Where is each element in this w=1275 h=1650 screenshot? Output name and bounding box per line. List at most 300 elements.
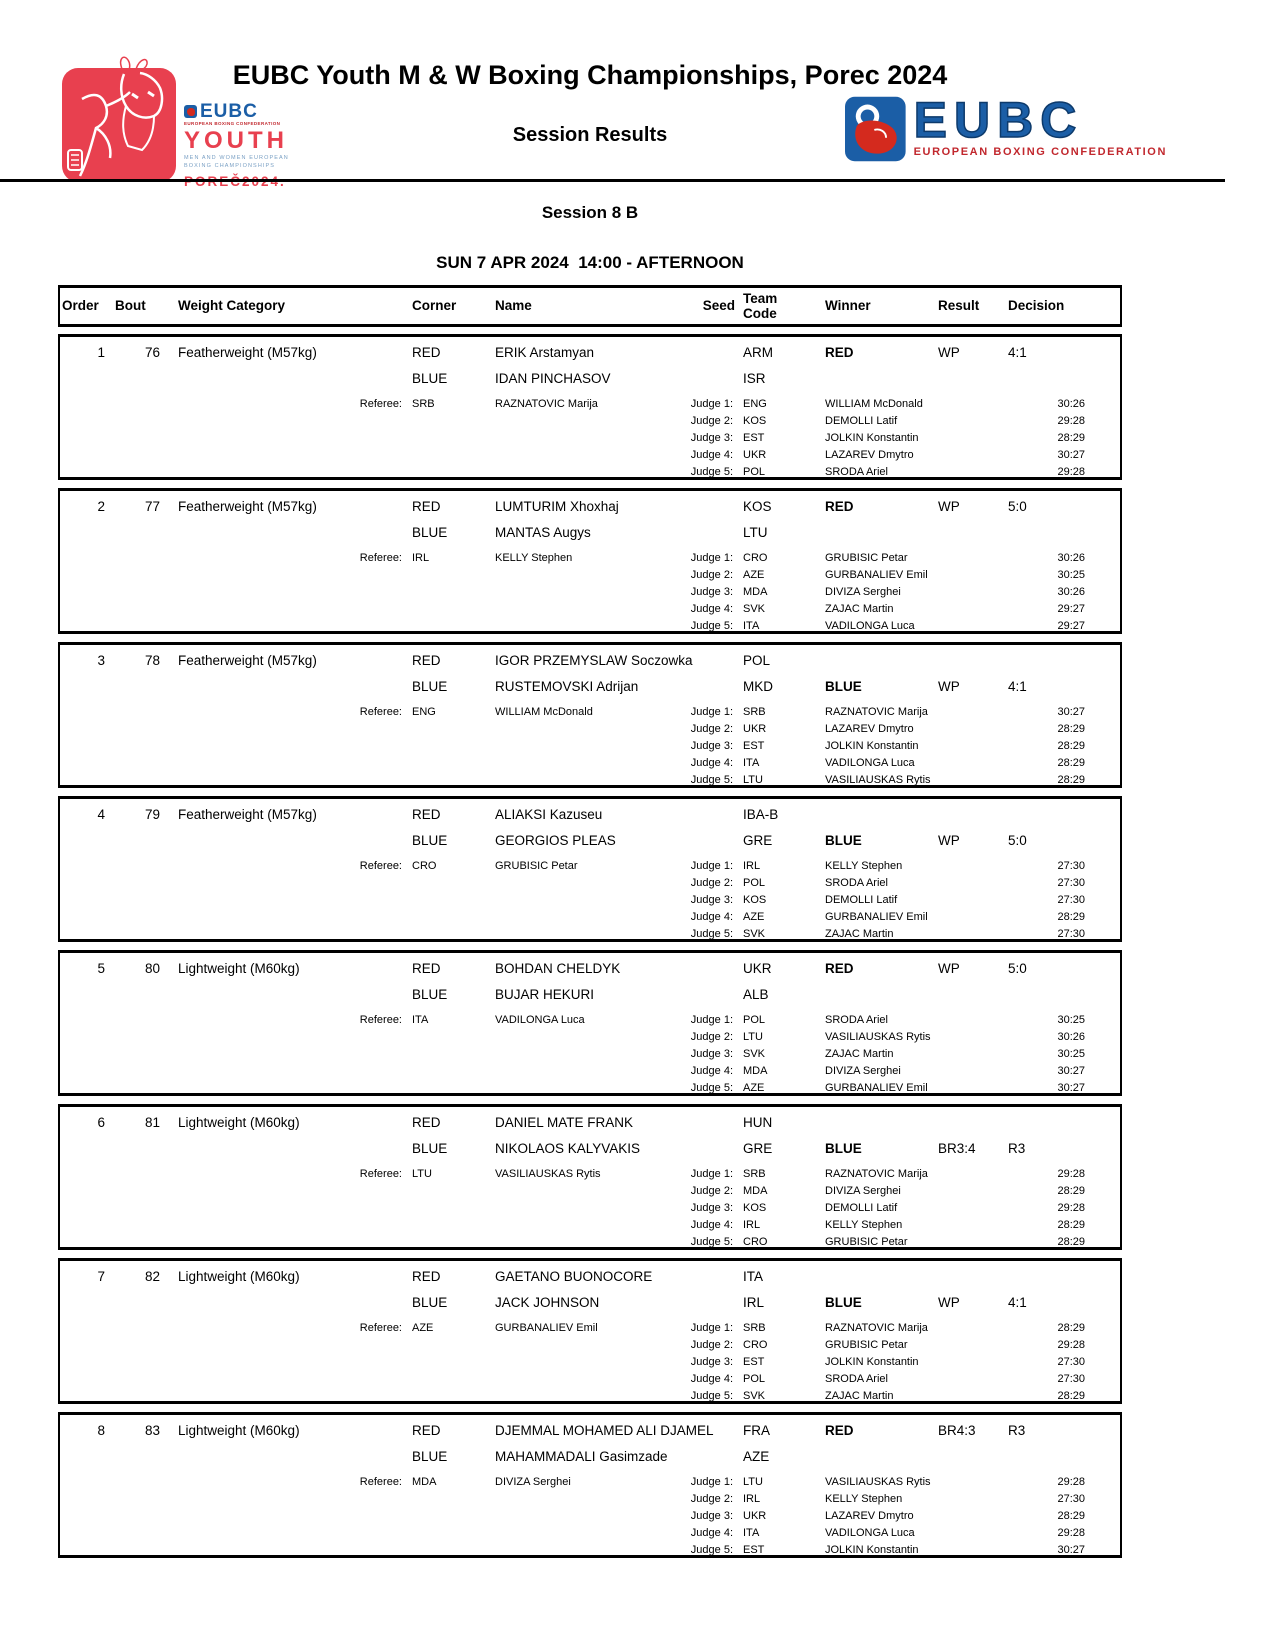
judge1-name: GRUBISIC Petar	[825, 552, 908, 564]
judge3-score: 30:25	[1057, 1048, 1085, 1060]
judge3-name: JOLKIN Konstantin	[825, 740, 919, 752]
judge2-name: SRODA Ariel	[825, 877, 888, 889]
judge1-name: RAZNATOVIC Marija	[825, 1322, 928, 1334]
bout-weight-category: Lightweight (M60kg)	[178, 1269, 300, 1284]
judge3-team: EST	[743, 432, 765, 444]
blue-result: WP	[938, 833, 960, 848]
judge1-team: POL	[743, 1014, 766, 1026]
judge5-score: 30:27	[1057, 1544, 1085, 1556]
left-logo-small-line2: BOXING CHAMPIONSHIPS	[184, 163, 276, 169]
judge1-team: SRB	[743, 1168, 766, 1180]
bout-order-number: 6	[97, 1115, 105, 1130]
blue-winner: BLUE	[825, 833, 862, 848]
judge5-score: 28:29	[1057, 1236, 1085, 1248]
judge1-label: Judge 1:	[690, 552, 733, 564]
blue-corner-label: BLUE	[412, 1295, 448, 1310]
judge3-name: DIVIZA Serghei	[825, 586, 901, 598]
judge5-name: ZAJAC Martin	[825, 928, 894, 940]
red-boxer-name: ERIK Arstamyan	[495, 345, 595, 360]
judge4-score: 29:27	[1057, 603, 1085, 615]
judge3-score: 29:28	[1057, 1202, 1085, 1214]
bout-box	[58, 796, 1122, 942]
judge3-team: EST	[743, 1356, 765, 1368]
bout-order-number: 8	[97, 1423, 105, 1438]
judge2-label: Judge 2:	[690, 1339, 733, 1351]
judge3-score: 28:29	[1057, 432, 1085, 444]
judge2-name: LAZAREV Dmytro	[825, 723, 914, 735]
col-winner: Winner	[825, 298, 871, 313]
judge5-team: POL	[743, 466, 766, 478]
blue-corner-label: BLUE	[412, 371, 448, 386]
blue-boxer-name: MAHAMMADALI Gasimzade	[495, 1449, 668, 1464]
judge2-team: IRL	[743, 1493, 761, 1505]
judge4-team: IRL	[743, 1219, 761, 1231]
judge4-team: SVK	[743, 603, 766, 615]
referee-label: Referee:	[359, 1322, 402, 1334]
small-glove-icon	[184, 105, 197, 118]
judge3-label: Judge 3:	[690, 1510, 733, 1522]
referee-team: ENG	[412, 706, 436, 718]
judge5-label: Judge 5:	[690, 928, 733, 940]
referee-label: Referee:	[359, 706, 402, 718]
judge4-score: 28:29	[1057, 757, 1085, 769]
judge4-label: Judge 4:	[690, 449, 733, 461]
bout-weight-category: Lightweight (M60kg)	[178, 961, 300, 976]
judge2-name: DEMOLLI Latif	[825, 415, 898, 427]
judge4-label: Judge 4:	[690, 1527, 733, 1539]
judge2-team: UKR	[743, 723, 767, 735]
col-corner: Corner	[412, 298, 457, 313]
blue-team-code: IRL	[743, 1295, 765, 1310]
judge3-name: ZAJAC Martin	[825, 1048, 894, 1060]
red-result: BR4:3	[938, 1423, 976, 1438]
blue-corner-label: BLUE	[412, 679, 448, 694]
red-corner-label: RED	[412, 1269, 441, 1284]
judge5-name: GURBANALIEV Emil	[825, 1082, 928, 1094]
judge2-name: GRUBISIC Petar	[825, 1339, 908, 1351]
bout-order-number: 3	[97, 653, 105, 668]
right-logo-caption: EUROPEAN BOXING CONFEDERATION	[913, 146, 1167, 158]
judge2-label: Judge 2:	[690, 415, 733, 427]
referee-name: WILLIAM McDonald	[495, 706, 593, 718]
judge3-label: Judge 3:	[690, 1048, 733, 1060]
judge3-name: JOLKIN Konstantin	[825, 432, 919, 444]
red-boxer-name: BOHDAN CHELDYK	[495, 961, 621, 976]
judge1-label: Judge 1:	[690, 1168, 733, 1180]
judge3-team: KOS	[743, 1202, 767, 1214]
col-name: Name	[495, 298, 532, 313]
judge3-name: JOLKIN Konstantin	[825, 1356, 919, 1368]
judge4-team: ITA	[743, 1527, 760, 1539]
referee-label: Referee:	[359, 1168, 402, 1180]
judge2-score: 29:28	[1057, 1339, 1085, 1351]
blue-team-code: LTU	[743, 525, 768, 540]
blue-corner-label: BLUE	[412, 1449, 448, 1464]
judge3-team: KOS	[743, 894, 767, 906]
judge1-name: RAZNATOVIC Marija	[825, 706, 928, 718]
judge2-score: 30:25	[1057, 569, 1085, 581]
judge5-team: LTU	[743, 774, 763, 786]
judge2-team: AZE	[743, 569, 765, 581]
judge4-team: ITA	[743, 757, 760, 769]
page-subtitle: Session Results	[512, 124, 668, 146]
bout-weight-category: Lightweight (M60kg)	[178, 1423, 300, 1438]
bout-box	[58, 334, 1122, 480]
judge4-label: Judge 4:	[690, 1065, 733, 1077]
judge1-score: 27:30	[1057, 860, 1085, 872]
judge2-score: 28:29	[1057, 1185, 1085, 1197]
judge4-name: GURBANALIEV Emil	[825, 911, 928, 923]
judge5-name: GRUBISIC Petar	[825, 1236, 908, 1248]
judge1-team: IRL	[743, 860, 761, 872]
red-team-code: ITA	[743, 1269, 763, 1284]
table-header-row	[58, 285, 1122, 327]
bout-weight-category: Featherweight (M57kg)	[178, 499, 317, 514]
judge2-team: CRO	[743, 1339, 768, 1351]
judge4-team: POL	[743, 1373, 766, 1385]
judge4-name: ZAJAC Martin	[825, 603, 894, 615]
bout-order-number: 5	[97, 961, 105, 976]
judge5-score: 28:29	[1057, 1390, 1085, 1402]
red-corner-label: RED	[412, 499, 441, 514]
judge5-team: CRO	[743, 1236, 768, 1248]
judge1-name: RAZNATOVIC Marija	[825, 1168, 928, 1180]
red-team-code: UKR	[743, 961, 772, 976]
red-team-code: IBA-B	[743, 807, 779, 822]
judge4-label: Judge 4:	[690, 603, 733, 615]
judge5-label: Judge 5:	[690, 774, 733, 786]
boxing-glove-icon	[845, 96, 906, 162]
judge3-team: UKR	[743, 1510, 767, 1522]
judge2-name: DIVIZA Serghei	[825, 1185, 901, 1197]
judge2-team: MDA	[743, 1185, 768, 1197]
bout-number: 80	[144, 961, 160, 976]
blue-winner: BLUE	[825, 1295, 862, 1310]
judge1-label: Judge 1:	[690, 1322, 733, 1334]
blue-boxer-name: MANTAS Augys	[495, 525, 591, 540]
bout-weight-category: Featherweight (M57kg)	[178, 653, 317, 668]
judge3-score: 28:29	[1057, 1510, 1085, 1522]
red-result: WP	[938, 345, 960, 360]
judge3-score: 27:30	[1057, 1356, 1085, 1368]
judge4-name: DIVIZA Serghei	[825, 1065, 901, 1077]
red-team-code: ARM	[743, 345, 773, 360]
judge1-name: WILLIAM McDonald	[825, 398, 923, 410]
bout-box	[58, 1412, 1122, 1558]
judge5-label: Judge 5:	[690, 1544, 733, 1556]
judge2-score: 27:30	[1057, 1493, 1085, 1505]
left-logo-youth: YOUTH	[184, 126, 288, 154]
judge1-label: Judge 1:	[690, 1014, 733, 1026]
judge1-name: SRODA Ariel	[825, 1014, 888, 1026]
judge5-name: VASILIAUSKAS Rytis	[825, 774, 931, 786]
header-divider	[0, 179, 1225, 182]
judge1-score: 29:28	[1057, 1476, 1085, 1488]
referee-name: VADILONGA Luca	[495, 1014, 585, 1026]
blue-result: BR3:4	[938, 1141, 976, 1156]
blue-decision: 5:0	[1008, 833, 1027, 848]
judge5-score: 30:27	[1057, 1082, 1085, 1094]
judge4-label: Judge 4:	[690, 757, 733, 769]
judge3-name: LAZAREV Dmytro	[825, 1510, 914, 1522]
judge3-label: Judge 3:	[690, 740, 733, 752]
session-datetime: SUN 7 APR 2024 14:00 - AFTERNOON	[436, 253, 744, 272]
judge5-team: SVK	[743, 928, 766, 940]
judge2-team: POL	[743, 877, 766, 889]
judge4-name: KELLY Stephen	[825, 1219, 903, 1231]
referee-label: Referee:	[359, 860, 402, 872]
red-corner-label: RED	[412, 1115, 441, 1130]
judge1-label: Judge 1:	[690, 398, 733, 410]
judge4-name: SRODA Ariel	[825, 1373, 888, 1385]
red-corner-label: RED	[412, 345, 441, 360]
judge4-label: Judge 4:	[690, 1219, 733, 1231]
col-bout: Bout	[115, 298, 146, 313]
right-logo-eubc: EUBC	[913, 92, 1084, 148]
bout-number: 79	[144, 807, 160, 822]
judge2-score: 29:28	[1057, 415, 1085, 427]
judge2-score: 30:26	[1057, 1031, 1085, 1043]
judge2-label: Judge 2:	[690, 1031, 733, 1043]
judge5-label: Judge 5:	[690, 620, 733, 632]
right-logo-text	[913, 92, 1167, 158]
judge4-team: AZE	[743, 911, 765, 923]
red-boxer-name: GAETANO BUONOCORE	[495, 1269, 653, 1284]
col-order: Order	[62, 298, 99, 313]
red-decision: 4:1	[1008, 345, 1027, 360]
referee-name: GRUBISIC Petar	[495, 860, 578, 872]
judge5-team: ITA	[743, 620, 760, 632]
judge4-score: 27:30	[1057, 1373, 1085, 1385]
judge3-score: 30:26	[1057, 586, 1085, 598]
judge5-team: AZE	[743, 1082, 765, 1094]
blue-team-code: MKD	[743, 679, 773, 694]
referee-team: CRO	[412, 860, 437, 872]
blue-decision: R3	[1008, 1141, 1026, 1156]
bout-number: 76	[144, 345, 160, 360]
bout-order-number: 2	[97, 499, 105, 514]
blue-boxer-name: GEORGIOS PLEAS	[495, 833, 616, 848]
judge4-name: LAZAREV Dmytro	[825, 449, 914, 461]
judge5-team: EST	[743, 1544, 765, 1556]
judge3-label: Judge 3:	[690, 1202, 733, 1214]
referee-name: GURBANALIEV Emil	[495, 1322, 598, 1334]
blue-team-code: AZE	[743, 1449, 770, 1464]
referee-label: Referee:	[359, 552, 402, 564]
judge1-score: 30:27	[1057, 706, 1085, 718]
judge5-label: Judge 5:	[690, 1236, 733, 1248]
referee-name: KELLY Stephen	[495, 552, 573, 564]
bout-number: 78	[144, 653, 160, 668]
judge3-label: Judge 3:	[690, 1356, 733, 1368]
judge3-name: DEMOLLI Latif	[825, 1202, 898, 1214]
red-result: WP	[938, 499, 960, 514]
page-title: EUBC Youth M & W Boxing Championships, Porec 2024	[232, 60, 948, 90]
judge1-team: SRB	[743, 1322, 766, 1334]
bout-box	[58, 1258, 1122, 1404]
bout-number: 81	[144, 1115, 160, 1130]
blue-team-code: GRE	[743, 1141, 773, 1156]
judge1-name: VASILIAUSKAS Rytis	[825, 1476, 931, 1488]
judge4-name: VADILONGA Luca	[825, 1527, 915, 1539]
bout-number: 77	[144, 499, 160, 514]
judge3-label: Judge 3:	[690, 586, 733, 598]
bout-weight-category: Featherweight (M57kg)	[178, 345, 317, 360]
judge3-score: 27:30	[1057, 894, 1085, 906]
judge2-label: Judge 2:	[690, 569, 733, 581]
judge5-name: JOLKIN Konstantin	[825, 1544, 919, 1556]
judge1-team: LTU	[743, 1476, 763, 1488]
bout-box	[58, 488, 1122, 634]
judge1-label: Judge 1:	[690, 860, 733, 872]
judge5-label: Judge 5:	[690, 1390, 733, 1402]
left-logo-eubc: EUBC	[200, 101, 258, 122]
referee-team: SRB	[412, 398, 435, 410]
red-corner-label: RED	[412, 1423, 441, 1438]
blue-boxer-name: BUJAR HEKURI	[495, 987, 595, 1002]
bout-weight-category: Featherweight (M57kg)	[178, 807, 317, 822]
referee-label: Referee:	[359, 1014, 402, 1026]
judge1-score: 30:26	[1057, 552, 1085, 564]
session-name: Session 8 B	[541, 203, 639, 222]
judge5-label: Judge 5:	[690, 466, 733, 478]
judge4-score: 30:27	[1057, 449, 1085, 461]
red-boxer-name: ALIAKSI Kazuseu	[495, 807, 603, 822]
red-corner-label: RED	[412, 653, 441, 668]
blue-corner-label: BLUE	[412, 833, 448, 848]
red-result: WP	[938, 961, 960, 976]
judge1-label: Judge 1:	[690, 1476, 733, 1488]
blue-team-code: ISR	[743, 371, 766, 386]
judge2-score: 28:29	[1057, 723, 1085, 735]
red-winner: RED	[825, 1423, 854, 1438]
judge5-score: 29:27	[1057, 620, 1085, 632]
bout-order-number: 1	[97, 345, 105, 360]
judge2-label: Judge 2:	[690, 1185, 733, 1197]
judge2-label: Judge 2:	[690, 723, 733, 735]
referee-team: ITA	[412, 1014, 429, 1026]
judge2-team: KOS	[743, 415, 767, 427]
bout-number: 82	[144, 1269, 160, 1284]
judge5-score: 27:30	[1057, 928, 1085, 940]
judge5-team: SVK	[743, 1390, 766, 1402]
judge1-score: 30:26	[1057, 398, 1085, 410]
judge1-label: Judge 1:	[690, 706, 733, 718]
judge2-label: Judge 2:	[690, 877, 733, 889]
red-corner-label: RED	[412, 807, 441, 822]
col-weight: Weight Category	[178, 298, 286, 313]
judge4-label: Judge 4:	[690, 1373, 733, 1385]
red-winner: RED	[825, 345, 854, 360]
judge3-team: SVK	[743, 1048, 766, 1060]
eubc-confederation-logo	[845, 92, 1167, 168]
bout-box	[58, 950, 1122, 1096]
judge4-label: Judge 4:	[690, 911, 733, 923]
referee-name: RAZNATOVIC Marija	[495, 398, 598, 410]
judge2-name: GURBANALIEV Emil	[825, 569, 928, 581]
judge1-score: 30:25	[1057, 1014, 1085, 1026]
judge5-score: 29:28	[1057, 466, 1085, 478]
referee-label: Referee:	[359, 1476, 402, 1488]
blue-result: WP	[938, 679, 960, 694]
red-team-code: HUN	[743, 1115, 773, 1130]
blue-boxer-name: RUSTEMOVSKI Adrijan	[495, 679, 639, 694]
red-boxer-name: DANIEL MATE FRANK	[495, 1115, 634, 1130]
judge3-team: MDA	[743, 586, 768, 598]
referee-team: IRL	[412, 552, 430, 564]
blue-winner: BLUE	[825, 679, 862, 694]
left-logo-eubc-caption: EUROPEAN BOXING CONFEDERATION	[184, 122, 281, 126]
judge1-team: ENG	[743, 398, 767, 410]
judge5-score: 28:29	[1057, 774, 1085, 786]
judge2-label: Judge 2:	[690, 1493, 733, 1505]
blue-boxer-name: IDAN PINCHASOV	[495, 371, 611, 386]
referee-team: MDA	[412, 1476, 437, 1488]
referee-team: LTU	[412, 1168, 432, 1180]
judge4-name: VADILONGA Luca	[825, 757, 915, 769]
blue-team-code: ALB	[743, 987, 769, 1002]
red-boxer-name: DJEMMAL MOHAMED ALI DJAMEL	[495, 1423, 714, 1438]
bout-weight-category: Lightweight (M60kg)	[178, 1115, 300, 1130]
blue-corner-label: BLUE	[412, 987, 448, 1002]
blue-result: WP	[938, 1295, 960, 1310]
judge3-name: DEMOLLI Latif	[825, 894, 898, 906]
judge4-team: MDA	[743, 1065, 768, 1077]
judge3-team: EST	[743, 740, 765, 752]
judge4-score: 28:29	[1057, 1219, 1085, 1231]
col-team-code: Team Code	[743, 291, 778, 321]
col-seed: Seed	[702, 298, 735, 313]
judge2-score: 27:30	[1057, 877, 1085, 889]
referee-team: AZE	[412, 1322, 434, 1334]
judge1-score: 29:28	[1057, 1168, 1085, 1180]
bout-box	[58, 642, 1122, 788]
judge1-name: KELLY Stephen	[825, 860, 903, 872]
judge4-team: UKR	[743, 449, 767, 461]
red-corner-label: RED	[412, 961, 441, 976]
blue-team-code: GRE	[743, 833, 773, 848]
red-winner: RED	[825, 499, 854, 514]
judge3-score: 28:29	[1057, 740, 1085, 752]
red-winner: RED	[825, 961, 854, 976]
blue-boxer-name: JACK JOHNSON	[495, 1295, 600, 1310]
results-table	[58, 285, 1122, 1566]
judge5-name: ZAJAC Martin	[825, 1390, 894, 1402]
judge5-name: VADILONGA Luca	[825, 620, 915, 632]
bout-box	[58, 1104, 1122, 1250]
judge1-score: 28:29	[1057, 1322, 1085, 1334]
judge2-name: KELLY Stephen	[825, 1493, 903, 1505]
judge4-score: 30:27	[1057, 1065, 1085, 1077]
judge4-score: 29:28	[1057, 1527, 1085, 1539]
red-decision: 5:0	[1008, 499, 1027, 514]
red-boxer-name: LUMTURIM Xhoxhaj	[495, 499, 619, 514]
red-decision: 5:0	[1008, 961, 1027, 976]
red-team-code: POL	[743, 653, 771, 668]
red-boxer-name: IGOR PRZEMYSLAW Soczowka	[495, 653, 693, 668]
col-result: Result	[938, 298, 980, 313]
red-decision: R3	[1008, 1423, 1026, 1438]
blue-decision: 4:1	[1008, 679, 1027, 694]
judge5-label: Judge 5:	[690, 1082, 733, 1094]
referee-name: DIVIZA Serghei	[495, 1476, 571, 1488]
red-team-code: FRA	[743, 1423, 770, 1438]
judge2-name: VASILIAUSKAS Rytis	[825, 1031, 931, 1043]
blue-corner-label: BLUE	[412, 525, 448, 540]
judge3-label: Judge 3:	[690, 432, 733, 444]
blue-winner: BLUE	[825, 1141, 862, 1156]
red-team-code: KOS	[743, 499, 772, 514]
